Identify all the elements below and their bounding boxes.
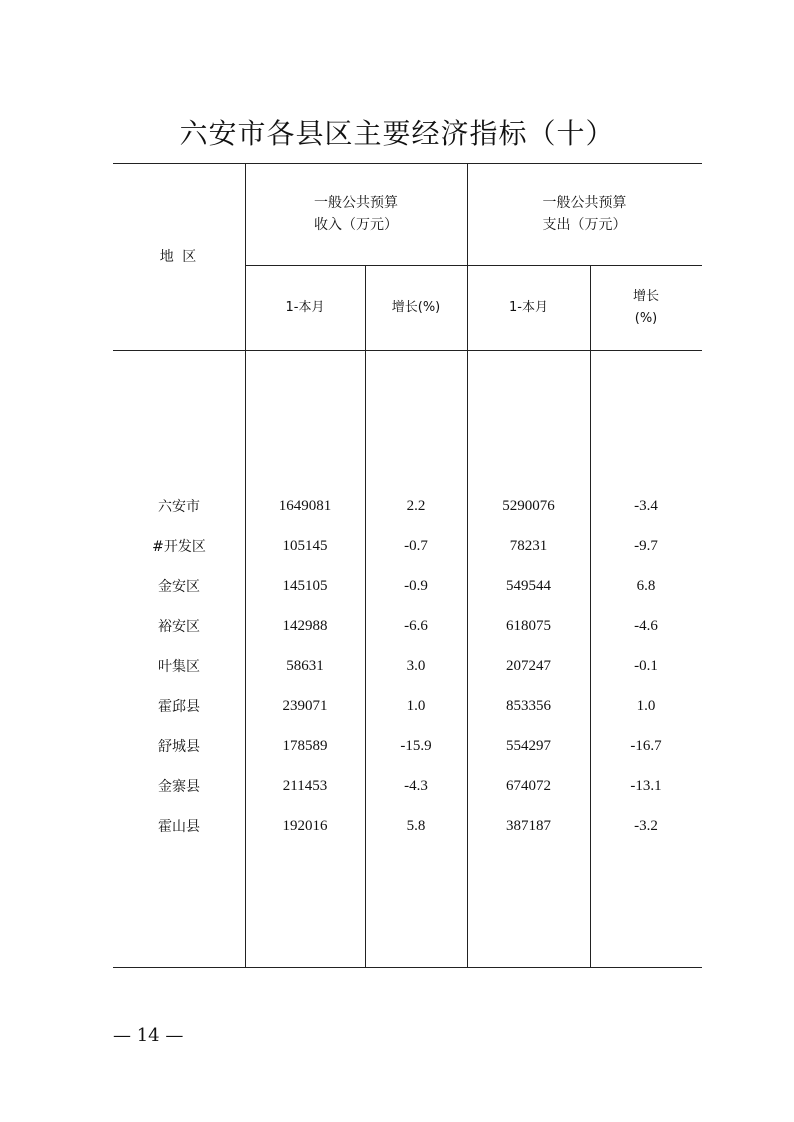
income-growth-value: -6.6 [404, 617, 428, 634]
expense-growth-value: -3.4 [634, 497, 658, 514]
expense-ytd-header [467, 266, 590, 350]
economic-indicators-table [113, 163, 702, 968]
expense-value: 5290076 [502, 497, 555, 514]
subheader-line: 增长(%) [391, 300, 441, 315]
table-row [113, 566, 702, 606]
table-row [113, 686, 702, 726]
region-name: 金寨县 [158, 779, 200, 795]
income-value: 192016 [282, 817, 328, 834]
expense-value: 674072 [506, 777, 551, 794]
expense-growth-value: 1.0 [636, 697, 656, 714]
income-growth-value: 1.0 [406, 697, 426, 714]
expense-value: 618075 [506, 617, 551, 634]
expense-growth-value: -13.1 [630, 777, 662, 794]
expense-growth-value: -4.6 [634, 617, 658, 634]
table-row [113, 526, 702, 566]
income-group-title: 一般公共预算 [314, 195, 398, 211]
page-title: 六安市各县区主要经济指标（十） [179, 117, 615, 150]
table-row [113, 806, 702, 846]
income-group-header [245, 183, 467, 245]
income-group-unit: 收入（万元） [314, 217, 398, 233]
region-name: 六安市 [158, 499, 200, 515]
subheader-line: 增长 [632, 289, 659, 304]
income-growth-value: 3.0 [406, 657, 426, 674]
income-growth-value: -0.9 [404, 577, 428, 594]
expense-group-header [467, 183, 702, 245]
region-name: 霍山县 [158, 819, 200, 835]
table-row [113, 646, 702, 686]
expense-growth-value: 6.8 [636, 577, 656, 594]
expense-growth-value: -16.7 [630, 737, 662, 754]
subheader-line: 1-本月 [509, 300, 548, 315]
income-growth-value: 2.2 [406, 497, 426, 514]
region-column-header: 地 区 [159, 248, 199, 265]
subheader-line: 1-本月 [285, 300, 325, 315]
table-row [113, 606, 702, 646]
table-bottom-border [113, 967, 702, 968]
income-growth-value: 5.8 [406, 817, 426, 834]
table-row [113, 726, 702, 766]
region-name: 叶集区 [158, 659, 200, 675]
region-name: #开发区 [152, 539, 206, 555]
expense-value: 549544 [506, 577, 551, 594]
expense-growth-header [590, 266, 702, 350]
expense-value: 78231 [509, 537, 548, 554]
expense-group-title: 一般公共预算 [542, 195, 627, 211]
income-value: 142988 [282, 617, 328, 634]
page-number: — 14 — [113, 1025, 184, 1046]
expense-value: 554297 [506, 737, 551, 754]
income-value: 145105 [282, 577, 328, 594]
income-growth-value: -15.9 [400, 737, 432, 754]
expense-group-unit: 支出（万元） [542, 217, 627, 233]
income-ytd-header [245, 266, 365, 350]
subheader-unit: (%) [634, 311, 658, 326]
income-value: 1649081 [278, 497, 332, 514]
income-value: 239071 [282, 697, 328, 714]
region-name: 霍邱县 [158, 699, 200, 715]
income-value: 105145 [282, 537, 328, 554]
income-growth-value: -0.7 [404, 537, 428, 554]
header-bottom-border [113, 350, 702, 351]
expense-value: 207247 [506, 657, 551, 674]
expense-growth-value: -9.7 [634, 537, 658, 554]
income-value: 58631 [286, 657, 324, 674]
income-value: 178589 [282, 737, 328, 754]
region-name: 舒城县 [158, 739, 200, 755]
expense-growth-value: -3.2 [634, 817, 658, 834]
income-growth-value: -4.3 [404, 777, 428, 794]
income-value: 211453 [282, 777, 328, 794]
region-name: 金安区 [158, 579, 200, 595]
expense-value: 387187 [506, 817, 551, 834]
income-growth-header [365, 266, 467, 350]
expense-growth-value: -0.1 [634, 657, 658, 674]
table-row [113, 486, 702, 526]
region-name: 裕安区 [158, 619, 200, 635]
expense-value: 853356 [506, 697, 551, 714]
table-row [113, 766, 702, 806]
